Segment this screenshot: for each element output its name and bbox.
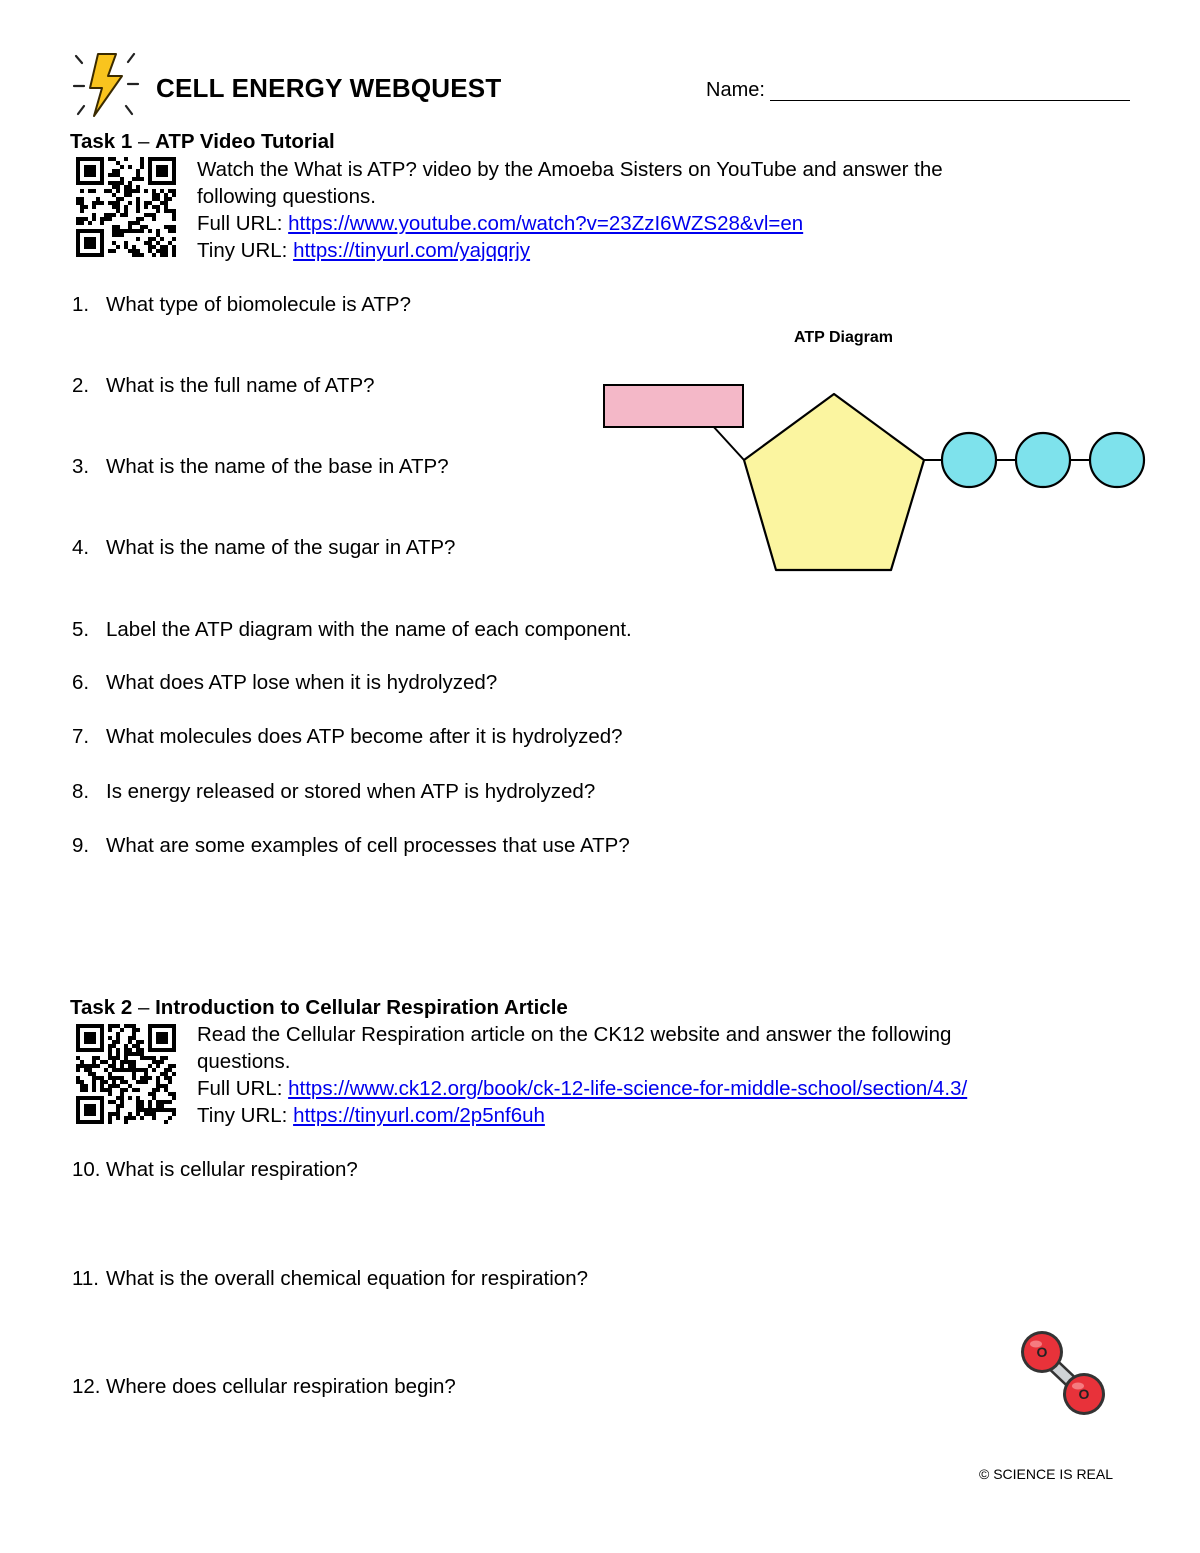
task2-intro-line2: questions. (197, 1050, 291, 1073)
question-number: 1. (72, 293, 90, 316)
question-8 (72, 780, 595, 804)
oxygen-molecule-icon (1016, 1326, 1112, 1420)
task1-dash: – (132, 130, 156, 153)
question-number: 6. (72, 671, 90, 694)
qr-code-task1[interactable] (76, 157, 176, 257)
task1-full-url-row (197, 210, 943, 237)
phosphate-group-2 (1016, 433, 1070, 487)
question-number: 8. (72, 780, 90, 803)
full-url-label: Full URL: (197, 1077, 289, 1100)
task1-intro-line2: following questions. (197, 185, 376, 208)
task1-instructions (197, 156, 943, 264)
question-2 (72, 374, 375, 398)
question-11 (72, 1267, 588, 1291)
task2-full-url-row (197, 1075, 967, 1102)
oxygen-atom-label: O (1036, 1344, 1048, 1360)
question-text: What is the full name of ATP? (106, 374, 375, 397)
question-text: What is the name of the sugar in ATP? (106, 536, 456, 559)
copyright-footer: © SCIENCE IS REAL (979, 1466, 1114, 1482)
question-text: What is the name of the base in ATP? (106, 455, 449, 478)
question-text: Where does cellular respiration begin? (106, 1375, 456, 1398)
atp-diagram-title: ATP Diagram (794, 329, 893, 346)
task1-full-url-link[interactable]: https://www.youtube.com/watch?v=23ZzI6WZS28&vl=en (288, 212, 804, 235)
base-sugar-bond (712, 425, 744, 460)
ribose-sugar-shape (744, 394, 924, 570)
question-number: 2. (72, 374, 90, 397)
name-field[interactable] (770, 75, 1130, 101)
nitrogenous-base-shape (604, 385, 743, 427)
lightning-bolt-icon (68, 48, 144, 120)
question-number: 12. (72, 1375, 101, 1398)
question-text: Is energy released or stored when ATP is hydrolyzed? (106, 780, 596, 803)
task2-intro-line1: Read the Cellular Respiration article on the CK12 website and answer the following (197, 1023, 952, 1046)
full-url-label: Full URL: (197, 212, 289, 235)
page-title: CELL ENERGY WEBQUEST (156, 73, 502, 103)
oxygen-atom-2 (1063, 1373, 1105, 1415)
question-text: Label the ATP diagram with the name of each component. (106, 618, 632, 641)
question-3 (72, 455, 449, 479)
task2-tiny-url-row (197, 1102, 967, 1129)
task2-heading (70, 996, 568, 1020)
task1-number: Task 1 (70, 130, 133, 153)
question-text: What is cellular respiration? (106, 1158, 358, 1181)
question-number: 10. (72, 1158, 101, 1181)
question-10 (72, 1158, 358, 1182)
question-text: What is the overall chemical equation for respiration? (106, 1267, 588, 1290)
phosphate-group-1 (942, 433, 996, 487)
task1-heading (70, 130, 335, 154)
question-text: What molecules does ATP become after it is hydrolyzed? (106, 725, 623, 748)
task2-dash: – (132, 996, 156, 1019)
question-number: 4. (72, 536, 90, 559)
question-5 (72, 618, 632, 642)
question-6 (72, 671, 497, 695)
task2-title: Introduction to Cellular Respiration Article (155, 996, 568, 1019)
tiny-url-label: Tiny URL: (197, 239, 294, 262)
question-number: 5. (72, 618, 90, 641)
task1-intro-line1: Watch the What is ATP? video by the Amoeba Sisters on YouTube and answer the (197, 158, 943, 181)
task2-number: Task 2 (70, 996, 133, 1019)
question-text: What type of biomolecule is ATP? (106, 293, 411, 316)
question-9 (72, 834, 630, 858)
task1-title: ATP Video Tutorial (155, 130, 335, 153)
question-number: 9. (72, 834, 90, 857)
oxygen-atom-label: O (1078, 1386, 1090, 1402)
task2-instructions (197, 1021, 967, 1129)
name-label: Name: (706, 79, 765, 101)
question-12 (72, 1375, 456, 1399)
question-1 (72, 293, 411, 317)
question-number: 3. (72, 455, 90, 478)
question-7 (72, 725, 623, 749)
question-number: 11. (72, 1267, 99, 1290)
phosphate-group-3 (1090, 433, 1144, 487)
task1-tiny-url-row (197, 237, 943, 264)
task2-full-url-link[interactable]: https://www.ck12.org/book/ck-12-life-science-for-middle-school/section/4.3/ (288, 1077, 968, 1100)
task1-tiny-url-link[interactable]: https://tinyurl.com/yajqqrjy (293, 239, 531, 262)
tiny-url-label: Tiny URL: (197, 1104, 294, 1127)
oxygen-atom-1 (1021, 1331, 1063, 1373)
question-number: 7. (72, 725, 90, 748)
question-4 (72, 536, 455, 560)
qr-code-task2[interactable] (76, 1024, 176, 1124)
atp-diagram (598, 378, 1154, 578)
question-text: What are some examples of cell processes that use ATP? (106, 834, 630, 857)
question-text: What does ATP lose when it is hydrolyzed? (106, 671, 498, 694)
task2-tiny-url-link[interactable]: https://tinyurl.com/2p5nf6uh (293, 1104, 545, 1127)
